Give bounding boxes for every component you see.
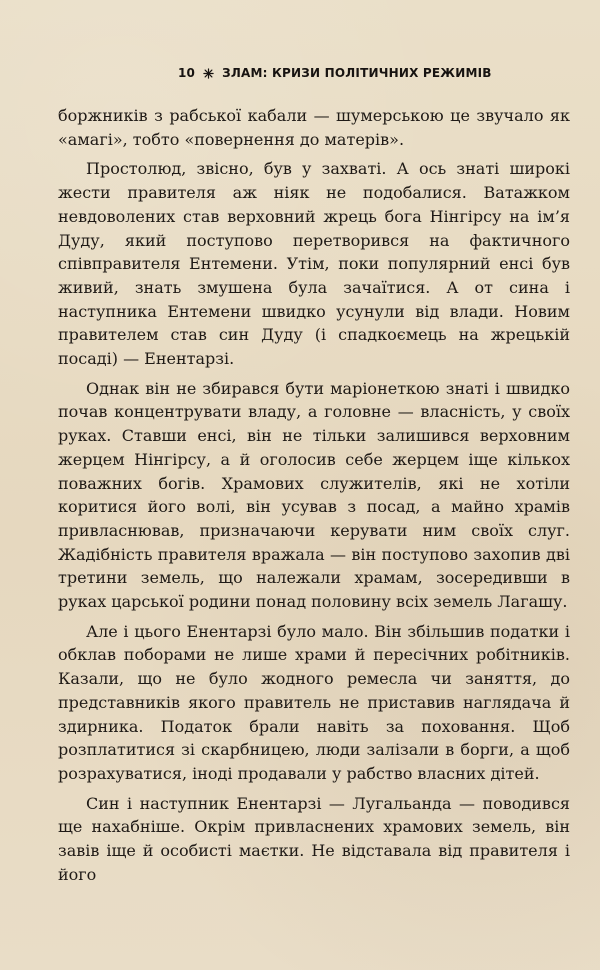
snowflake-star-icon [203,68,214,79]
running-head [178,66,492,80]
body-text [58,104,570,893]
paragraph-1: боржників з рабської кабали — шумерською це звучало як «амагі», тобто «повернення до матерів». [58,106,570,149]
chapter-title: ЗЛАМ: КРИЗИ ПОЛІТИЧНИХ РЕЖИМІВ [222,66,492,80]
paragraph-2: Простолюд, звісно, був у захваті. А ось знаті широкі жести правителя аж ніяк не подобалися. Ватажком невдоволених став верховний жрець бога Нінгірсу на ім’я Дуду, який поступово перетворився на фактичного співправителя Ентемени. Утім, поки популярний енсі був живий, знать змушена була зачаїтися. А от сина і наступника Ентемени швидко усунули від влади. Новим правителем став син Дуду (і спадкоємець на жрецькій посаді) — Енентарзі. [58,159,570,369]
paragraph-5: Син і наступник Енентарзі — Лугальанда — поводився ще нахабніше. Окрім привласнених храмових земель, він завів іще й особисті маєтки. Не відставала від правителя і його [58,793,570,884]
paragraph-3: Однак він не збирався бути маріонеткою знаті і швидко почав концентрувати владу, а головне — власність, у своїх руках. Ставши енсі, він не тільки залишився верховним жерцем Нінгірсу, а й оголосив себе жерцем іще кількох поважних богів. Храмових служителів, які не хотіли коритися його волі, він усував з посад, а майно храмів привласнював, призначаючи керувати ним своїх слуг. Жадібність правителя вражала — він поступово захопив дві третини земель, що належали храмам, зосередивши в руках царської родини понад половину всіх земель Лагашу. [58,378,570,612]
paragraph-4: Але і цього Енентарзі було мало. Він збільшив податки і обклав поборами не лише храми й пересічних робітників. Казали, що не було жодного ремесла чи заняття, до представників якого правитель не приставив наглядача й здирника. Податок брали навіть за поховання. Щоб розплатитися зі скарбницею, люди залізали в борги, а щоб розрахуватися, іноді продавали у рабство власних дітей. [58,621,570,783]
page-number: 10 [178,66,196,80]
